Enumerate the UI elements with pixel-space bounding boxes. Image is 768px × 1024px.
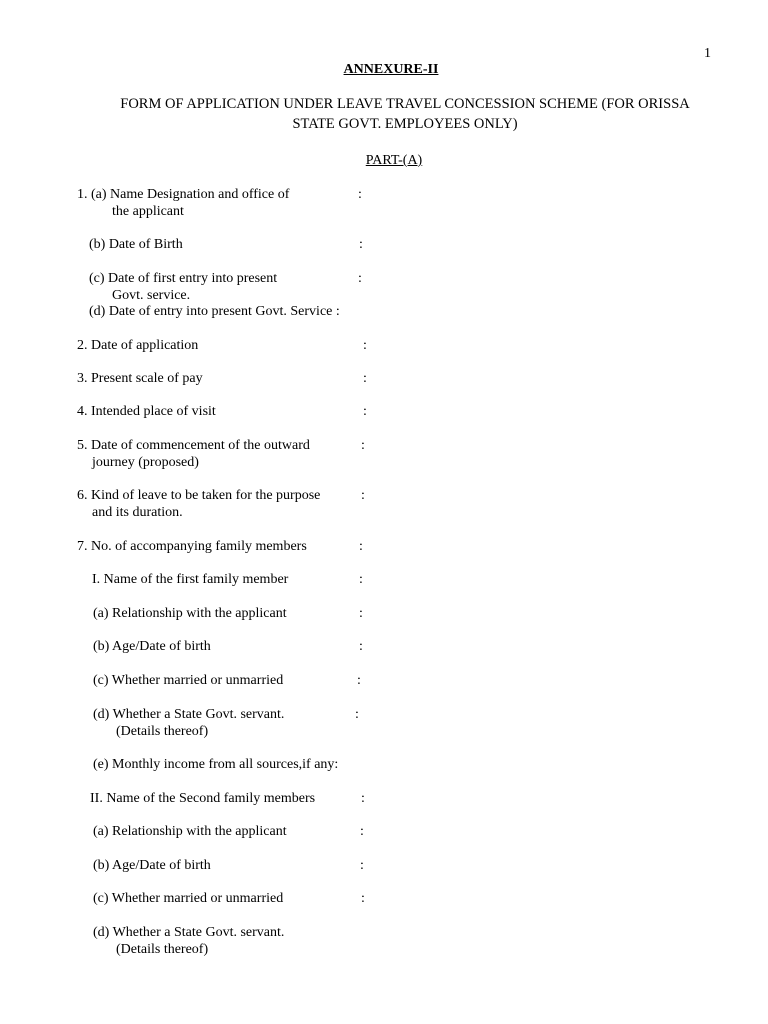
colon: :	[359, 237, 363, 252]
item-5-label: 5. Date of commencement of the outward	[77, 438, 310, 453]
family-member-1d-label: (d) Whether a State Govt. servant.	[93, 707, 285, 722]
colon: :	[363, 338, 367, 353]
item-1a-label-cont: the applicant	[112, 204, 184, 219]
item-6-label: 6. Kind of leave to be taken for the purpose	[77, 488, 321, 503]
item-3-label: 3. Present scale of pay	[77, 371, 203, 386]
colon: :	[359, 606, 363, 621]
family-member-1e-label: (e) Monthly income from all sources,if any:	[93, 757, 339, 772]
item-7-label: 7. No. of accompanying family members	[77, 539, 307, 554]
family-member-1d-label-cont: (Details thereof)	[116, 724, 209, 739]
family-member-1b-label: (b) Age/Date of birth	[93, 639, 211, 654]
item-1c-label-cont: Govt. service.	[112, 288, 191, 303]
family-member-2a-label: (a) Relationship with the applicant	[93, 824, 287, 839]
colon: :	[359, 539, 363, 554]
family-member-2b-label: (b) Age/Date of birth	[93, 858, 211, 873]
family-member-2d-label-cont: (Details thereof)	[116, 942, 209, 957]
page-number: 1	[704, 46, 711, 61]
family-member-2-label: II. Name of the Second family members	[90, 791, 316, 806]
colon: :	[359, 639, 363, 654]
item-2-label: 2. Date of application	[77, 338, 199, 353]
colon: :	[361, 891, 365, 906]
colon: :	[359, 572, 363, 587]
colon: :	[355, 707, 359, 722]
annexure-heading: ANNEXURE-II	[343, 62, 439, 77]
part-heading: PART-(A)	[365, 153, 423, 168]
item-1a-label: 1. (a) Name Designation and office of	[77, 187, 290, 202]
family-member-2d-label: (d) Whether a State Govt. servant.	[93, 925, 285, 940]
family-member-1-label: I. Name of the first family member	[92, 572, 289, 587]
colon: :	[363, 404, 367, 419]
item-4-label: 4. Intended place of visit	[77, 404, 216, 419]
colon: :	[358, 271, 362, 286]
form-title	[60, 94, 750, 134]
form-title-line-2: STATE GOVT. EMPLOYEES ONLY)	[292, 116, 518, 132]
family-member-1c-label: (c) Whether married or unmarried	[93, 673, 284, 688]
item-1d-label: (d) Date of entry into present Govt. Service :	[89, 304, 340, 319]
item-6-label-cont: and its duration.	[92, 505, 183, 520]
colon: :	[357, 673, 361, 688]
item-5-label-cont: journey (proposed)	[92, 455, 199, 470]
family-member-1a-label: (a) Relationship with the applicant	[93, 606, 287, 621]
colon: :	[361, 791, 365, 806]
item-1c-label: (c) Date of first entry into present	[89, 271, 278, 286]
form-title-line-1: FORM OF APPLICATION UNDER LEAVE TRAVEL CONCESSION SCHEME (FOR ORISSA	[120, 96, 690, 112]
colon: :	[361, 488, 365, 503]
colon: :	[361, 438, 365, 453]
colon: :	[363, 371, 367, 386]
family-member-2c-label: (c) Whether married or unmarried	[93, 891, 284, 906]
item-1b-label: (b) Date of Birth	[89, 237, 183, 252]
colon: :	[358, 187, 362, 202]
colon: :	[360, 824, 364, 839]
colon: :	[360, 858, 364, 873]
